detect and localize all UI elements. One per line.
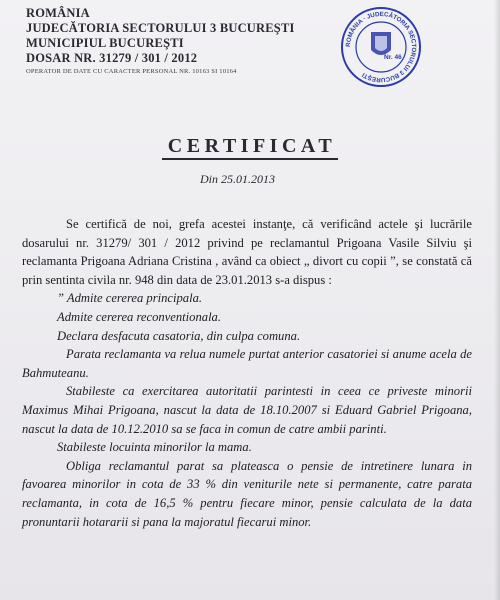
document-date: Din 25.01.2013	[200, 172, 275, 186]
court-header	[26, 6, 346, 76]
ruling-item: Admite cererea reconventionala.	[57, 309, 222, 324]
document-title: CERTIFICAT	[0, 135, 500, 158]
ruling-item: Stabileste ca exercitarea autoritatii parintesti in ceea ce priveste minorii Maximus Mihai Prigoana, nascut la data de 18.10.2007 si Eduard Gabriel Prigoana, nascut la data de 10.12.2010 sa se faca in comun de catre ambii parinti.	[22, 384, 472, 436]
intro-paragraph: Se certifică de noi, grefa acestei instanţe, că verificând actele şi lucrările dosarului nr. 31279/ 301 / 2012 privind pe reclamantul Prigoana Vasile Silviu şi reclamanta Prigoana Adriana Cristina , având ca obiect „ divort cu copii ”, se constată că prin sentinta civila nr. 948 din data de 23.01.2013 s-a dispus :	[22, 217, 472, 287]
stamp-center-text: Nr. 46	[384, 54, 402, 61]
ruling-item: Stabileste locuinta minorilor la mama.	[57, 440, 252, 455]
header-case-number: DOSAR NR. 31279 / 301 / 2012	[26, 51, 198, 65]
header-operator-note: OPERATOR DE DATE CU CARACTER PERSONAL NR. 10163 SI 10164	[26, 68, 237, 75]
ruling-item: Obliga reclamantul parat sa plateasca o pensie de intretinere lunara in favoarea minorilor in cota de 33 % din veniturile nete si permanente, catre parata reclamanta, in cota de 16,5 % pentru fiecare minor, pensie calculata de la data pronuntarii hotararii si pana la majoratul fiecarui minor.	[22, 458, 472, 529]
header-court: JUDECĂTORIA SECTORULUI 3 BUCUREŞTI	[26, 21, 295, 35]
ruling-item: Declara desfacuta casatoria, din culpa comuna.	[57, 328, 301, 343]
certificate-body	[22, 215, 472, 531]
ruling-item: ” Admite cererea principala.	[57, 291, 203, 306]
court-stamp-icon	[340, 6, 422, 88]
stamp-ring-text: ROMÂNIA · JUDECĂTORIA SECTORULUI 3 BUCUREŞTI	[344, 10, 418, 84]
ruling-item: Parata reclamanta va relua numele purtat anterior casatoriei si anume acela de Bahmuteanu.	[22, 347, 472, 380]
header-country: ROMÂNIA	[26, 6, 90, 20]
header-municipality: MUNICIPIUL BUCUREŞTI	[26, 36, 184, 50]
